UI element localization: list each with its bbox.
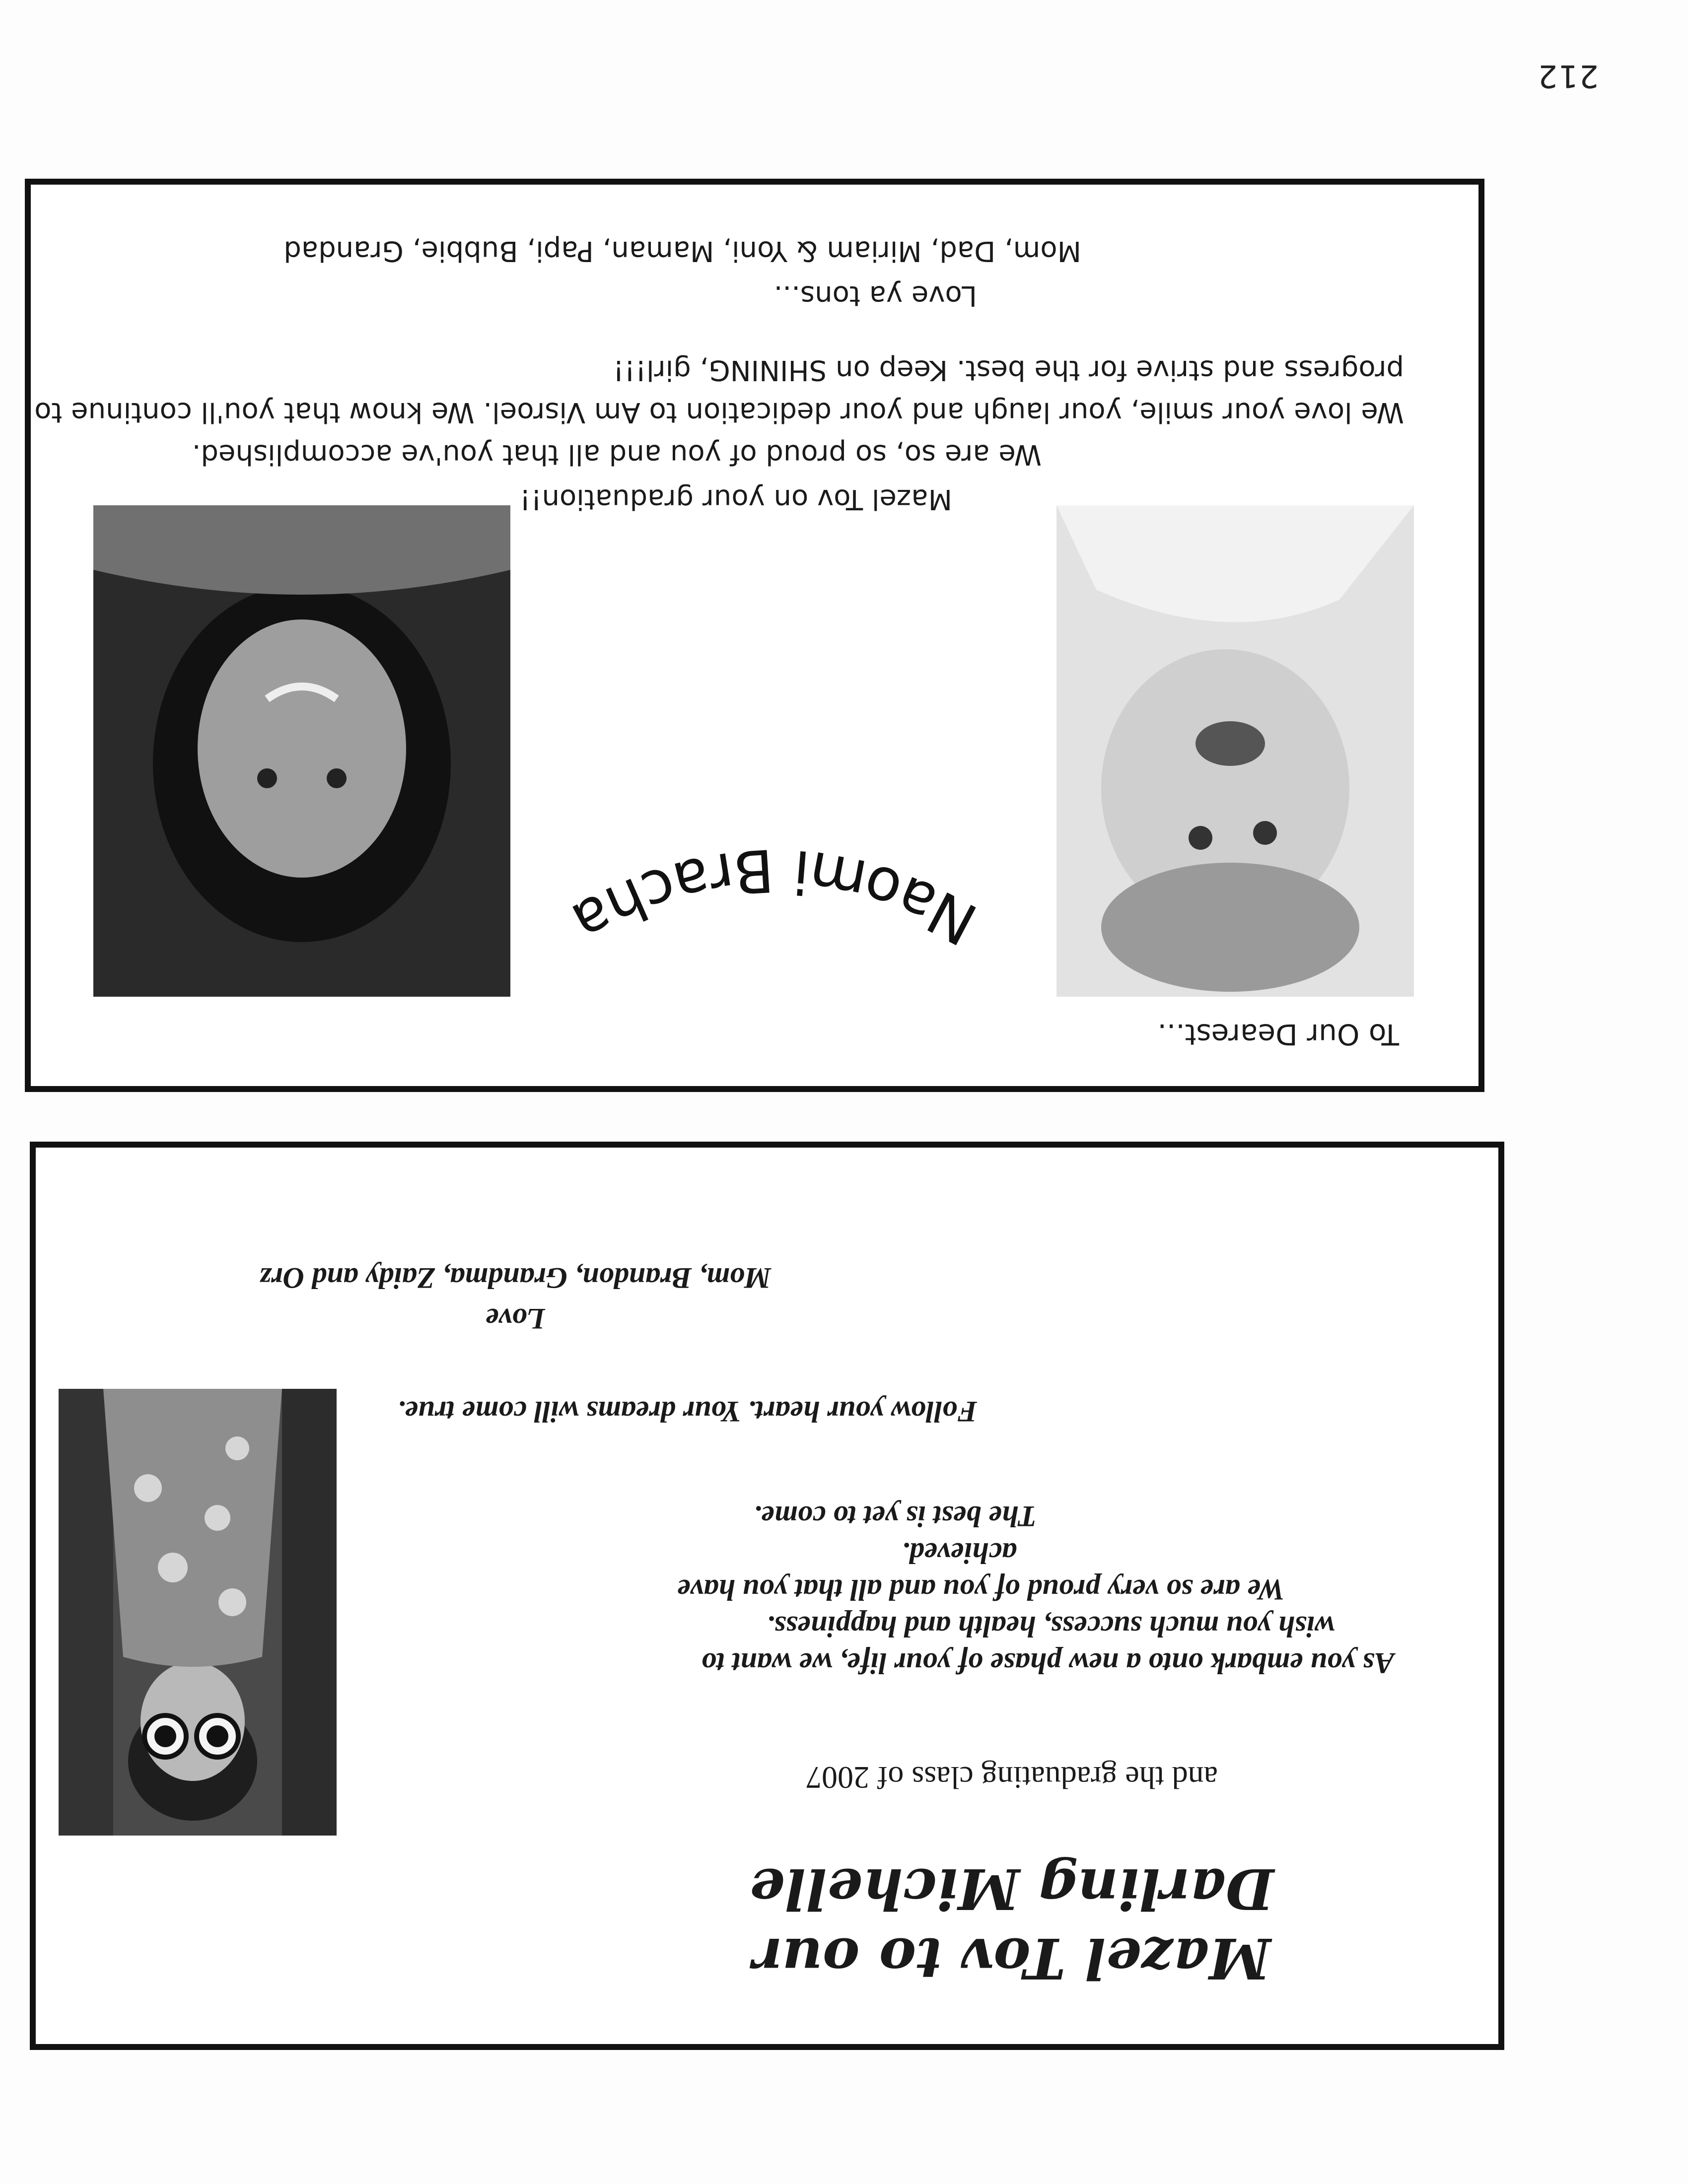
ad-michelle <box>30 1142 1504 2050</box>
naomi-congrats: Mazel Tov on your graduation!! <box>519 483 952 515</box>
michelle-photo-figure <box>59 1389 337 1836</box>
naomi-opening: To Our Dearest... <box>1157 1018 1399 1051</box>
michelle-heading-line2: Darling Michelle <box>749 1856 1274 1921</box>
michelle-class-line: and the graduating class of 2007 <box>806 1760 1218 1795</box>
michelle-photo <box>59 1389 337 1836</box>
michelle-best-line: The best is yet to come. <box>754 1500 1037 1533</box>
michelle-message <box>491 1498 1394 1682</box>
naomi-portrait-photo <box>93 505 510 997</box>
michelle-heading-line1: Mazel Tov to our <box>753 1925 1271 1990</box>
naomi-portrait-photo-figure <box>93 505 510 997</box>
naomi-proud: We are so, so proud of you and all that you've accomplished. <box>192 438 1042 471</box>
michelle-message-line: As you embark onto a new phase of your life, we want to <box>701 1647 1394 1680</box>
naomi-name-arc <box>535 793 1012 972</box>
naomi-baby-photo <box>1056 505 1414 997</box>
naomi-message-line: progress and strive for the best. Keep on SHINING, girl!!! <box>613 354 1404 386</box>
michelle-signature: Mom, Brandon, Grandma, Zaidy and Orz <box>259 1262 772 1295</box>
naomi-baby-photo-figure <box>1056 505 1414 997</box>
naomi-love-tons: Love ya tons... <box>774 279 977 312</box>
naomi-name: Naomi Bracha <box>560 835 987 958</box>
michelle-message-line: wish you much success, health and happiness. <box>767 1610 1335 1643</box>
michelle-love-line: Love <box>486 1302 545 1335</box>
ad-naomi <box>25 179 1484 1092</box>
michelle-signoff <box>128 1258 903 1339</box>
naomi-signature: Mom, Dad, Miriam & Yoni, Maman, Papi, Bubbie, Grandad <box>283 235 1081 267</box>
page-number: 212 <box>1537 58 1599 94</box>
svg-text:Naomi Bracha <box>560 836 987 958</box>
naomi-message-line: We love your smile, your laugh and your dedication to Am Visroel. We know that you'll continue to <box>34 396 1404 428</box>
michelle-follow-line: Follow your heart. Your dreams will come true. <box>397 1395 977 1428</box>
michelle-message-line: achieved. <box>902 1537 1017 1570</box>
michelle-message-line: We are so very proud of you and all that you have <box>677 1573 1285 1606</box>
